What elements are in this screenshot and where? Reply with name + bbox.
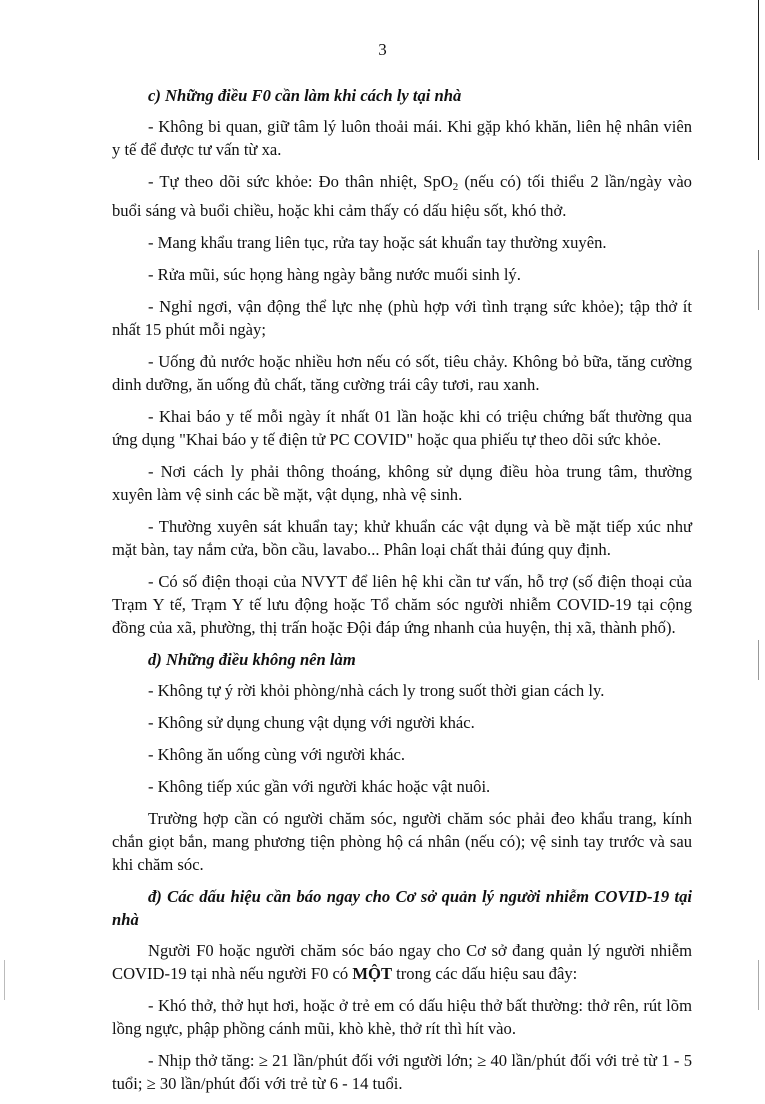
scan-edge-line [4, 960, 5, 1000]
paragraph: Trường hợp cần có người chăm sóc, người chăm sóc phải đeo khẩu trang, kính chắn giọt bắn, mang phương tiện phòng hộ cá nhân (nếu có); vệ sinh tay trước và sau khi chăm sóc. [112, 809, 692, 874]
paragraph-text: (nếu có) tối thiểu 2 lần/ngày vào buổi sáng và buổi chiều, hoặc khi cảm thấy có dấu hiệu sốt, khó thở. [112, 172, 692, 220]
paragraph: - Không bi quan, giữ tâm lý luôn thoải mái. Khi gặp khó khăn, liên hệ nhân viên y tế để được tư vấn từ xa. [112, 117, 692, 159]
paragraph: - Có số điện thoại của NVYT để liên hệ khi cần tư vấn, hỗ trợ (số điện thoại của Trạm Y tế, Trạm Y tế lưu động hoặc Tổ chăm sóc người nhiễm COVID-19 tại cộng đồng của xã, phường, thị trấn hoặc Đội đáp ứng nhanh của huyện, thị xã, thành phố). [112, 572, 692, 637]
section-c-heading: c) Những điều F0 cần làm khi cách ly tại nhà [148, 86, 462, 105]
paragraph: - Không tự ý rời khỏi phòng/nhà cách ly trong suốt thời gian cách ly. [148, 681, 605, 700]
paragraph [112, 170, 692, 222]
paragraph: - Nhịp thở tăng: ≥ 21 lần/phút đối với người lớn; ≥ 40 lần/phút đối với trẻ từ 1 - 5 tuổi; ≥ 30 lần/phút đối với trẻ từ 6 - 14 tuổi. [112, 1051, 692, 1093]
subscript: 2 [452, 181, 459, 193]
paragraph: - Rửa mũi, súc họng hàng ngày bằng nước muối sinh lý. [148, 265, 521, 284]
document-body [112, 84, 692, 1104]
page-number: 3 [378, 40, 387, 59]
paragraph: - Nghỉ ngơi, vận động thể lực nhẹ (phù hợp với tình trạng sức khỏe); tập thở ít nhất 15 phút mỗi ngày; [112, 297, 692, 339]
paragraph-text: Người F0 hoặc người chăm sóc báo ngay cho Cơ sở đang quản lý người nhiễm COVID-19 tại nhà nếu người F0 có [112, 941, 692, 983]
paragraph: - Khai báo y tế mỗi ngày ít nhất 01 lần hoặc khi có triệu chứng bất thường qua ứng dụng "Khai báo y tế điện tử PC COVID" hoặc qua phiếu tự theo dõi sức khỏe. [112, 407, 692, 449]
scan-edge-line [758, 640, 759, 680]
paragraph: - Thường xuyên sát khuẩn tay; khử khuẩn các vật dụng và bề mặt tiếp xúc như mặt bàn, tay nắm cửa, bồn cầu, lavabo... Phân loại chất thải đúng quy định. [112, 517, 692, 559]
paragraph: - Nơi cách ly phải thông thoáng, không sử dụng điều hòa trung tâm, thường xuyên làm vệ sinh các bề mặt, vật dụng, nhà vệ sinh. [112, 462, 692, 504]
paragraph [112, 939, 692, 985]
paragraph-text: - Tự theo dõi sức khỏe: Đo thân nhiệt, SpO [148, 172, 453, 191]
paragraph: - Khó thở, thở hụt hơi, hoặc ở trẻ em có dấu hiệu thở bất thường: thở rên, rút lõm lồng ngực, phập phồng cánh mũi, khò khè, thở rít thì hít vào. [112, 996, 692, 1038]
scan-edge-line [758, 250, 759, 310]
paragraph: - Mang khẩu trang liên tục, rửa tay hoặc sát khuẩn tay thường xuyên. [148, 233, 607, 252]
paragraph: - Không tiếp xúc gần với người khác hoặc vật nuôi. [148, 777, 491, 796]
section-d-heading: d) Những điều không nên làm [148, 650, 356, 669]
paragraph: - Không ăn uống cùng với người khác. [148, 745, 405, 764]
scan-edge-line [758, 0, 759, 160]
section-dd-heading: đ) Các dấu hiệu cần báo ngay cho Cơ sở quản lý người nhiễm COVID-19 tại nhà [112, 887, 692, 929]
emphasis-text: MỘT [352, 964, 393, 983]
paragraph: - Không sử dụng chung vật dụng với người khác. [148, 713, 475, 732]
paragraph-text: trong các dấu hiệu sau đây: [392, 964, 578, 983]
scan-edge-line [758, 960, 759, 1010]
paragraph: - Uống đủ nước hoặc nhiều hơn nếu có sốt, tiêu chảy. Không bỏ bữa, tăng cường dinh dưỡng, ăn uống đủ chất, tăng cường trái cây tươi, rau xanh. [112, 352, 692, 394]
